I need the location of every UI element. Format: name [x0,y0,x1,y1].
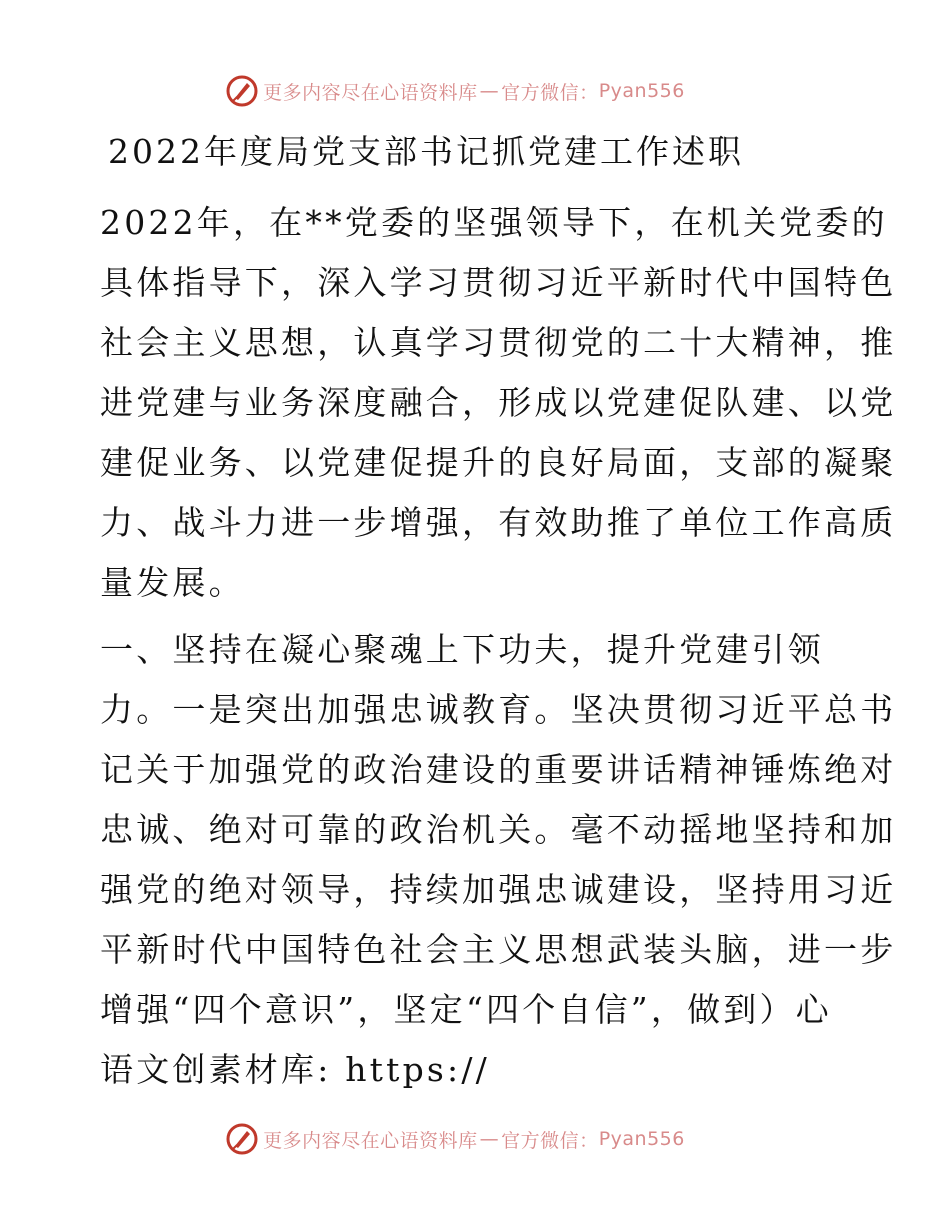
feather-pen-logo-icon [225,74,259,108]
text-line: 进党建与业务深度融合，形成以党建促队建、以党 [100,383,897,422]
text-line: 力。一是突出加强忠诚教育。坚决贯彻习近平总书 [100,690,897,729]
banner-wechat-id: Pyan556 [598,80,685,102]
banner-text: 更多内容尽在心语资料库 [263,1129,478,1152]
banner-dash: — [479,80,500,102]
header-watermark-banner [0,72,950,110]
text-line: 建促业务、以党建促提升的良好局面，支部的凝聚 [100,443,897,482]
text-line: 具体指导下，深入学习贯彻习近平新时代中国特色 [100,263,897,302]
text-line: 量发展。 [100,563,245,602]
feather-pen-logo-icon [225,1122,259,1156]
paragraph-intro [100,193,897,613]
banner-text: 更多内容尽在心语资料库 [263,81,478,104]
banner-official-label: 官方微信： [501,1129,599,1152]
text-line: 忠诚、绝对可靠的政治机关。毫不动摇地坚持和加 [100,810,897,849]
banner-dash: — [479,1128,500,1150]
paragraph-section-one [100,620,897,1100]
text-line: 力、战斗力进一步增强，有效助推了单位工作高质 [100,503,897,542]
document-title: 2022年度局党支部书记抓党建工作述职 [108,132,744,171]
text-line: 语文创素材库: https:// [100,1050,490,1089]
text-line: 社会主义思想，认真学习贯彻党的二十大精神，推 [100,323,897,362]
text-line: 平新时代中国特色社会主义思想武装头脑，进一步 [100,930,897,969]
footer-watermark-banner [0,1120,950,1158]
banner-wechat-id: Pyan556 [598,1128,685,1150]
text-line: 记关于加强党的政治建设的重要讲话精神锤炼绝对 [100,750,897,789]
text-line: 2022年，在**党委的坚强领导下，在机关党委的 [100,203,888,242]
text-line: 增强“四个意识”，坚定“四个自信”，做到）心 [100,990,832,1029]
text-line: 强党的绝对领导，持续加强忠诚建设，坚持用习近 [100,870,897,909]
text-line: 一、坚持在凝心聚魂上下功夫，提升党建引领 [100,630,824,669]
banner-official-label: 官方微信： [501,81,599,104]
